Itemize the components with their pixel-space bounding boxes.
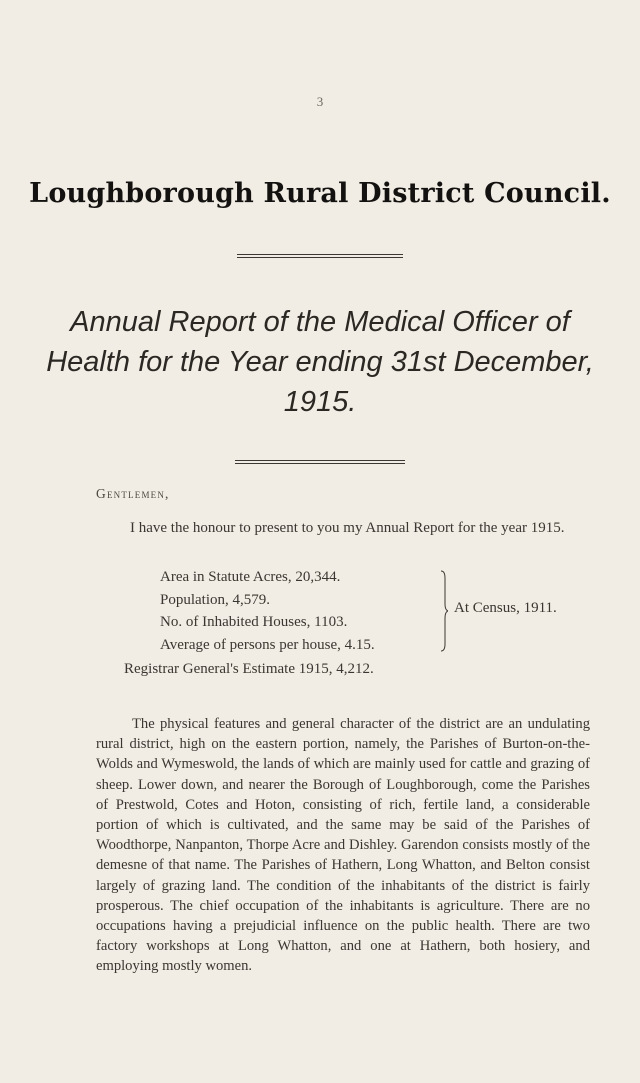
intro-paragraph: I have the honour to present to you my Annual Report for the year 1915. bbox=[130, 520, 565, 536]
page-number: 3 bbox=[316, 94, 324, 109]
stat-population: Population, 4,579. bbox=[160, 591, 271, 608]
registrar-estimate: Registrar General's Estimate 1915, 4,212. bbox=[124, 661, 374, 677]
report-title-line-3: 1915. bbox=[283, 386, 357, 418]
right-brace-icon bbox=[440, 570, 448, 652]
stat-area: Area in Statute Acres, 20,344. bbox=[160, 569, 341, 585]
statistics-list bbox=[160, 566, 375, 656]
stat-houses: No. of Inhabited Houses, 1103. bbox=[160, 614, 348, 630]
salutation: Gentlemen, bbox=[96, 486, 170, 501]
council-title: Loughborough Rural District Council. bbox=[29, 178, 611, 209]
district-description-paragraph: The physical features and general character of the district are an undulating rural district, high on the eastern portion, namely, the Parishes of Burton-on-the-Wolds and Wymeswold, the lands of which are mainly used for cattle and grazing of sheep. Lower down, and nearer the Borough of Loughborough, come the Parishes of Prestwold, Cotes and Hoton, consisting of rich, fertile land, a considerable portion of which is cultivated, and the same may be said of the Parishes of Woodthorpe, Nanpanton, Thorpe Acre and Dishley. Garendon consists mostly of the demesne of that name. The Parishes of Hathern, Long Whatton, and Belton consist largely of grazing land. The condition of the inhabitants of the district is fairly prosperous. The chief occupation of the inhabitants is agriculture. There are no occupations having a prejudicial influence on the public health. There are two factory workshops at Long Whatton, and one at Hathern, both hosiery, and employing mostly women. bbox=[96, 716, 590, 975]
report-title-line-1: Annual Report of the Medical Officer of bbox=[70, 306, 570, 338]
report-title bbox=[40, 302, 600, 422]
title-divider bbox=[237, 254, 403, 258]
stat-average: Average of persons per house, 4.15. bbox=[160, 636, 375, 653]
section-divider bbox=[235, 460, 405, 464]
report-title-line-2: Health for the Year ending 31st December, bbox=[46, 346, 594, 378]
census-note: At Census, 1911. bbox=[454, 600, 557, 616]
